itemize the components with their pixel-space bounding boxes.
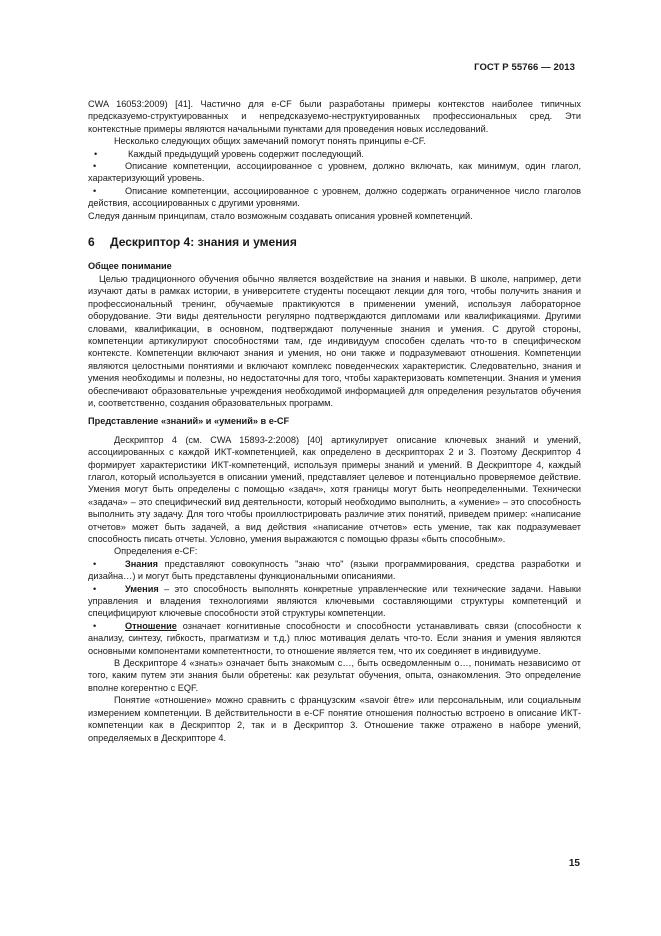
section-number: 6 (88, 235, 95, 250)
section-paragraph-1: Целью традиционного обучения обычно является воздействие на знания и навыки. В школе, например, дети изучают даты в рамках истории, в университете студенты посещают лекции для того, чтобы получить знания и профессиональный тренинг, обучаемые практикуются в применении умений, используя лабораторное оборудование. Эти виды деятельности регулярно подтверждаются дипломами или квалификациями. Другими словами, квалификации, в основном, подтверждают полученные знания и умения. С другой стороны, компетенции артикулируют способностями там, где индивидуум способен сделать что-то в специфическом контексте. Компетенции включают знания и умения, но они также и подразумевают отношения. Компетенции являются целостными понятиями и включают комплекс поведенческих характеристик. Следовательно, знания и умения необходимы и полезны, но недостаточны для того, чтобы характеризовать компетенции. Знания и умения обеспечивают образовательные учреждения необходимой информацией для определения результатов обучения и, соответственно, создания образовательных программ. (88, 273, 581, 408)
bullet-icon: • (93, 620, 97, 631)
definition-term: Отношение (125, 620, 177, 631)
subheading-representation: Представление «знаний» и «умений» в e-CF (88, 416, 290, 427)
intro-paragraph-2: Несколько следующих общих замечаний помогут понять принципы e-CF. (114, 136, 426, 147)
definitions-intro: Определения e-CF: (114, 546, 198, 557)
list-item: • Описание компетенции, ассоциированное с уровнем, должно включать, как минимум, один глагол, характеризующий уровень. (88, 161, 581, 184)
page-content (88, 98, 581, 744)
intro-paragraph-1: CWA 16053:2009) [41]. Частично для e-CF были разработаны примеры контекстов наиболее типичных предсказуемо-структуированных и непредсказуемо-неструктуированных профессиональных сред. Эти контекстные примеры являются начальными пунктами для проведения новых исследований. (88, 99, 581, 134)
bullet-icon: • (94, 148, 98, 159)
page-number: 15 (568, 858, 580, 869)
standard-header: ГОСТ Р 55766 — 2013 (474, 62, 575, 73)
bullet-icon: • (93, 161, 97, 172)
bullet-icon: • (93, 558, 97, 569)
bullet-icon: • (93, 185, 97, 196)
definition-term: Знания (125, 558, 158, 569)
bullet-icon: • (93, 583, 97, 594)
list-item: • Знания представляют совокупность "знаю что" (языки программирования, средства разработки и дизайна…) и могут быть представлены функциональными описаниями. (88, 558, 581, 582)
subheading-general: Общее понимание (88, 261, 172, 272)
intro-paragraph-3: Следуя данным принципам, стало возможным создавать описания уровней компетенций. (88, 210, 473, 221)
definition-term: Умения (125, 583, 159, 594)
section-heading (88, 236, 581, 248)
list-item: • Умения – это способность выполнять конкретные управленческие или технические задачи. Навыки управления и владения технологиями являются ключевыми составляющими структуры компетенций и специфицируют ключевые способности этой структуры компетенции. (88, 583, 581, 619)
list-item: • Каждый предыдущий уровень содержит последующий. (88, 148, 581, 160)
list-item: • Отношение означает когнитивные способности и способности устанавливать связи (способности к анализу, синтезу, гибкость, прагматизм и т.д.) плюс мотивация делать что-то. Если знания и умения являются основными компонентами компетентности, то отношение является тем, что их соединяет в индивидууме. (88, 620, 581, 656)
section-paragraph-5: Понятие «отношение» можно сравнить с французским «savoir être» или персональным, или социальным измерением компетенции. В действительности в e-CF понятие отношения полностью встроено в описание ИКТ-компетенции как в Дескриптор 2, так и в Дескриптор 3. Отношение также отражено в наборе умений, определяемых в Дескрипторе 4. (88, 695, 581, 743)
section-paragraph-4: В Дескрипторе 4 «знать» означает быть знакомым с…, быть осведомленным о…, понимать независимо от того, каким путем эти знания были обретены: как результат обучения, опыта, ознакомления. Это определение вполне когерентно с EQF. (88, 658, 581, 693)
list-item: • Описание компетенции, ассоциированное с уровнем, должно содержать ограниченное число глаголов действия, ассоциированных с другими уровнями. (88, 185, 581, 209)
section-paragraph-2: Дескриптор 4 (см. CWA 15893-2:2008) [40] артикулирует описание ключевых знаний и умений, ассоциированных с каждой ИКТ-компетенцией, как определено в дескрипторах 2 и 3. Поэтому Дескриптор 4 формирует характеристики ИКТ-компетенций, используя примеры знаний и умений. В Дескрипторе 4, каждый глагол, который используется в описании умений, представляет целевое и потенциально проверяемое действие. Умения могут быть определены с помощью «задач», хотя границы могут быть неопределенными. Технически «задача» – это специфический вид деятельности, который необходимо выполнить, а «умение» – это способность выполнить эту задачу. Для того чтобы проиллюстрировать различие этих понятий, приведем пример: «написание отчетов» может быть задачей, а вид действия «написание отчетов» есть умение, так как подразумевает способность писать отчеты. Условно, умения выражаются с помощью фразы «быть способным». (88, 434, 581, 544)
section-title: Дескриптор 4: знания и умения (110, 235, 297, 250)
